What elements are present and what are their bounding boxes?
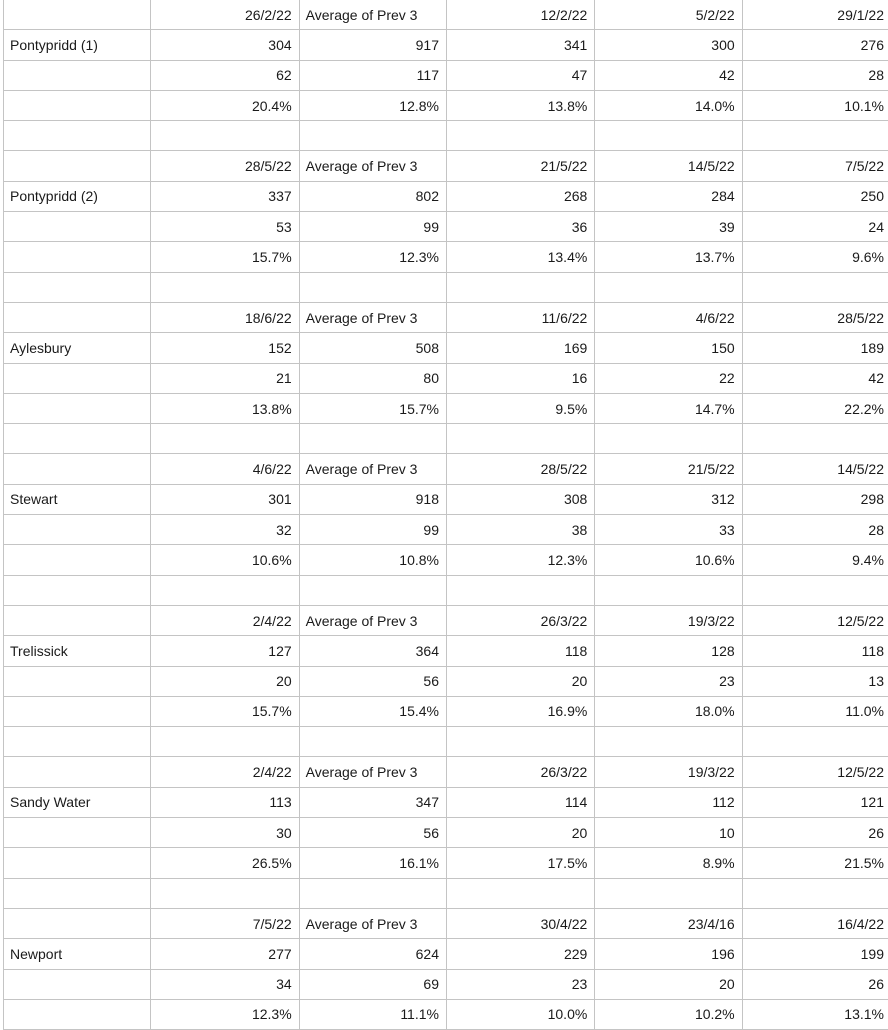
value-cell[interactable]: 39	[595, 212, 742, 242]
empty-cell[interactable]	[151, 727, 299, 757]
empty-cell[interactable]	[151, 121, 299, 151]
value-cell[interactable]: 112	[595, 787, 742, 817]
site-name-cell[interactable]: Pontypridd (2)	[4, 181, 151, 211]
value-cell[interactable]: 199	[742, 939, 888, 969]
empty-cell[interactable]	[4, 969, 151, 999]
empty-cell[interactable]	[4, 424, 151, 454]
current-date-cell[interactable]: 2/4/22	[151, 605, 299, 635]
previous-date-cell[interactable]: 12/5/22	[742, 605, 888, 635]
empty-cell[interactable]	[446, 121, 594, 151]
current-date-cell[interactable]: 18/6/22	[151, 302, 299, 332]
value-cell[interactable]: 802	[299, 181, 446, 211]
empty-cell[interactable]	[742, 121, 888, 151]
empty-cell[interactable]	[151, 575, 299, 605]
empty-cell[interactable]	[742, 272, 888, 302]
value-cell[interactable]: 918	[299, 484, 446, 514]
value-cell[interactable]: 20	[446, 666, 594, 696]
value-cell[interactable]: 18.0%	[595, 696, 742, 726]
empty-cell[interactable]	[595, 121, 742, 151]
site-data-row	[4, 393, 888, 423]
spacer-row	[4, 272, 888, 302]
empty-cell[interactable]	[4, 121, 151, 151]
empty-cell[interactable]	[446, 424, 594, 454]
site-header-row	[4, 908, 888, 938]
empty-cell[interactable]	[299, 272, 446, 302]
site-name-cell[interactable]: Sandy Water	[4, 787, 151, 817]
previous-date-cell[interactable]: 23/4/16	[595, 908, 742, 938]
site-data-row	[4, 212, 888, 242]
value-cell[interactable]: 38	[446, 515, 594, 545]
empty-cell[interactable]	[299, 727, 446, 757]
value-cell[interactable]: 117	[299, 60, 446, 90]
empty-cell[interactable]	[4, 454, 151, 484]
value-cell[interactable]: 9.5%	[446, 393, 594, 423]
value-cell[interactable]: 10.2%	[595, 999, 742, 1029]
value-cell[interactable]: 15.4%	[299, 696, 446, 726]
site-data-row	[4, 181, 888, 211]
site-data-row	[4, 545, 888, 575]
value-cell[interactable]: 508	[299, 333, 446, 363]
value-cell[interactable]: 26.5%	[151, 848, 299, 878]
previous-date-cell[interactable]: 26/3/22	[446, 757, 594, 787]
value-cell[interactable]: 10.1%	[742, 90, 888, 120]
previous-date-cell[interactable]: 28/5/22	[742, 302, 888, 332]
empty-cell[interactable]	[595, 575, 742, 605]
average-label-cell[interactable]: Average of Prev 3	[299, 302, 446, 332]
value-cell[interactable]: 28	[742, 515, 888, 545]
current-date-cell[interactable]: 26/2/22	[151, 0, 299, 30]
value-cell[interactable]: 20	[151, 666, 299, 696]
value-cell[interactable]: 69	[299, 969, 446, 999]
value-cell[interactable]: 301	[151, 484, 299, 514]
spacer-row	[4, 575, 888, 605]
current-date-cell[interactable]: 4/6/22	[151, 454, 299, 484]
site-data-row	[4, 363, 888, 393]
value-cell[interactable]: 284	[595, 181, 742, 211]
value-cell[interactable]: 11.0%	[742, 696, 888, 726]
value-cell[interactable]: 268	[446, 181, 594, 211]
value-cell[interactable]: 189	[742, 333, 888, 363]
average-label-cell[interactable]: Average of Prev 3	[299, 454, 446, 484]
site-data-row	[4, 484, 888, 514]
value-cell[interactable]: 13	[742, 666, 888, 696]
value-cell[interactable]: 22.2%	[742, 393, 888, 423]
value-cell[interactable]: 15.7%	[299, 393, 446, 423]
value-cell[interactable]: 250	[742, 181, 888, 211]
site-header-row	[4, 454, 888, 484]
empty-cell[interactable]	[4, 212, 151, 242]
average-label-cell[interactable]: Average of Prev 3	[299, 908, 446, 938]
previous-date-cell[interactable]: 16/4/22	[742, 908, 888, 938]
value-cell[interactable]: 28	[742, 60, 888, 90]
empty-cell[interactable]	[4, 666, 151, 696]
value-cell[interactable]: 308	[446, 484, 594, 514]
value-cell[interactable]: 9.4%	[742, 545, 888, 575]
average-label-cell[interactable]: Average of Prev 3	[299, 0, 446, 30]
empty-cell[interactable]	[151, 424, 299, 454]
value-cell[interactable]: 36	[446, 212, 594, 242]
value-cell[interactable]: 20	[446, 818, 594, 848]
value-cell[interactable]: 23	[595, 666, 742, 696]
empty-cell[interactable]	[742, 727, 888, 757]
empty-cell[interactable]	[4, 151, 151, 181]
value-cell[interactable]: 12.3%	[446, 545, 594, 575]
value-cell[interactable]: 14.7%	[595, 393, 742, 423]
previous-date-cell[interactable]: 7/5/22	[742, 151, 888, 181]
previous-date-cell[interactable]: 12/2/22	[446, 0, 594, 30]
previous-date-cell[interactable]: 29/1/22	[742, 0, 888, 30]
previous-date-cell[interactable]: 4/6/22	[595, 302, 742, 332]
value-cell[interactable]: 364	[299, 636, 446, 666]
value-cell[interactable]: 23	[446, 969, 594, 999]
previous-date-cell[interactable]: 19/3/22	[595, 757, 742, 787]
empty-cell[interactable]	[4, 515, 151, 545]
value-cell[interactable]: 118	[742, 636, 888, 666]
site-data-row	[4, 787, 888, 817]
grid-body	[4, 0, 888, 1030]
site-data-row	[4, 90, 888, 120]
value-cell[interactable]: 42	[595, 60, 742, 90]
spacer-row	[4, 121, 888, 151]
value-cell[interactable]: 9.6%	[742, 242, 888, 272]
value-cell[interactable]: 150	[595, 333, 742, 363]
previous-date-cell[interactable]: 28/5/22	[446, 454, 594, 484]
previous-date-cell[interactable]: 21/5/22	[446, 151, 594, 181]
value-cell[interactable]: 11.1%	[299, 999, 446, 1029]
value-cell[interactable]: 10	[595, 818, 742, 848]
value-cell[interactable]: 30	[151, 818, 299, 848]
site-data-row	[4, 666, 888, 696]
value-cell[interactable]: 16	[446, 363, 594, 393]
site-header-row	[4, 302, 888, 332]
previous-date-cell[interactable]: 19/3/22	[595, 605, 742, 635]
previous-date-cell[interactable]: 11/6/22	[446, 302, 594, 332]
empty-cell[interactable]	[595, 727, 742, 757]
value-cell[interactable]: 13.1%	[742, 999, 888, 1029]
previous-date-cell[interactable]: 30/4/22	[446, 908, 594, 938]
site-name-cell[interactable]: Trelissick	[4, 636, 151, 666]
value-cell[interactable]: 276	[742, 30, 888, 60]
empty-cell[interactable]	[4, 908, 151, 938]
value-cell[interactable]: 300	[595, 30, 742, 60]
empty-cell[interactable]	[446, 878, 594, 908]
empty-cell[interactable]	[4, 696, 151, 726]
previous-date-cell[interactable]: 21/5/22	[595, 454, 742, 484]
value-cell[interactable]: 26	[742, 969, 888, 999]
previous-date-cell[interactable]: 5/2/22	[595, 0, 742, 30]
empty-cell[interactable]	[595, 424, 742, 454]
empty-cell[interactable]	[4, 878, 151, 908]
site-data-row	[4, 30, 888, 60]
site-data-row	[4, 242, 888, 272]
empty-cell[interactable]	[4, 302, 151, 332]
value-cell[interactable]: 20	[595, 969, 742, 999]
value-cell[interactable]: 17.5%	[446, 848, 594, 878]
value-cell[interactable]: 99	[299, 212, 446, 242]
spacer-row	[4, 727, 888, 757]
current-date-cell[interactable]: 7/5/22	[151, 908, 299, 938]
empty-cell[interactable]	[299, 121, 446, 151]
empty-cell[interactable]	[4, 90, 151, 120]
value-cell[interactable]: 113	[151, 787, 299, 817]
empty-cell[interactable]	[742, 575, 888, 605]
value-cell[interactable]: 21.5%	[742, 848, 888, 878]
value-cell[interactable]: 196	[595, 939, 742, 969]
empty-cell[interactable]	[446, 272, 594, 302]
empty-cell[interactable]	[4, 363, 151, 393]
value-cell[interactable]: 10.0%	[446, 999, 594, 1029]
value-cell[interactable]: 121	[742, 787, 888, 817]
value-cell[interactable]: 53	[151, 212, 299, 242]
empty-cell[interactable]	[151, 272, 299, 302]
value-cell[interactable]: 62	[151, 60, 299, 90]
value-cell[interactable]: 56	[299, 666, 446, 696]
empty-cell[interactable]	[4, 0, 151, 30]
value-cell[interactable]: 16.1%	[299, 848, 446, 878]
value-cell[interactable]: 10.8%	[299, 545, 446, 575]
site-data-row	[4, 818, 888, 848]
value-cell[interactable]: 12.3%	[299, 242, 446, 272]
value-cell[interactable]: 347	[299, 787, 446, 817]
value-cell[interactable]: 32	[151, 515, 299, 545]
spacer-row	[4, 424, 888, 454]
site-header-row	[4, 0, 888, 30]
site-data-row	[4, 515, 888, 545]
empty-cell[interactable]	[4, 999, 151, 1029]
empty-cell[interactable]	[4, 393, 151, 423]
empty-cell[interactable]	[595, 878, 742, 908]
site-data-row	[4, 848, 888, 878]
value-cell[interactable]: 15.7%	[151, 696, 299, 726]
value-cell[interactable]: 24	[742, 212, 888, 242]
empty-cell[interactable]	[4, 727, 151, 757]
site-data-row	[4, 636, 888, 666]
empty-cell[interactable]	[299, 575, 446, 605]
empty-cell[interactable]	[299, 424, 446, 454]
value-cell[interactable]: 13.8%	[446, 90, 594, 120]
value-cell[interactable]: 12.8%	[299, 90, 446, 120]
previous-date-cell[interactable]: 14/5/22	[742, 454, 888, 484]
value-cell[interactable]: 22	[595, 363, 742, 393]
site-name-cell[interactable]: Aylesbury	[4, 333, 151, 363]
value-cell[interactable]: 298	[742, 484, 888, 514]
previous-date-cell[interactable]: 12/5/22	[742, 757, 888, 787]
empty-cell[interactable]	[4, 60, 151, 90]
value-cell[interactable]: 20.4%	[151, 90, 299, 120]
spacer-row	[4, 878, 888, 908]
value-cell[interactable]: 229	[446, 939, 594, 969]
average-label-cell[interactable]: Average of Prev 3	[299, 605, 446, 635]
value-cell[interactable]: 16.9%	[446, 696, 594, 726]
site-header-row	[4, 605, 888, 635]
site-name-cell[interactable]: Pontypridd (1)	[4, 30, 151, 60]
value-cell[interactable]: 15.7%	[151, 242, 299, 272]
value-cell[interactable]: 624	[299, 939, 446, 969]
value-cell[interactable]: 14.0%	[595, 90, 742, 120]
value-cell[interactable]: 47	[446, 60, 594, 90]
value-cell[interactable]: 42	[742, 363, 888, 393]
value-cell[interactable]: 169	[446, 333, 594, 363]
site-data-row	[4, 333, 888, 363]
empty-cell[interactable]	[4, 848, 151, 878]
site-header-row	[4, 151, 888, 181]
value-cell[interactable]: 33	[595, 515, 742, 545]
value-cell[interactable]: 21	[151, 363, 299, 393]
value-cell[interactable]: 13.4%	[446, 242, 594, 272]
value-cell[interactable]: 312	[595, 484, 742, 514]
value-cell[interactable]: 341	[446, 30, 594, 60]
value-cell[interactable]: 12.3%	[151, 999, 299, 1029]
site-data-row	[4, 999, 888, 1029]
empty-cell[interactable]	[151, 878, 299, 908]
previous-date-cell[interactable]: 14/5/22	[595, 151, 742, 181]
value-cell[interactable]: 10.6%	[595, 545, 742, 575]
value-cell[interactable]: 10.6%	[151, 545, 299, 575]
empty-cell[interactable]	[4, 605, 151, 635]
empty-cell[interactable]	[4, 818, 151, 848]
empty-cell[interactable]	[446, 575, 594, 605]
value-cell[interactable]: 13.7%	[595, 242, 742, 272]
spreadsheet-grid	[3, 0, 888, 1030]
value-cell[interactable]: 99	[299, 515, 446, 545]
current-date-cell[interactable]: 28/5/22	[151, 151, 299, 181]
site-data-row	[4, 696, 888, 726]
empty-cell[interactable]	[4, 575, 151, 605]
empty-cell[interactable]	[4, 272, 151, 302]
previous-date-cell[interactable]: 26/3/22	[446, 605, 594, 635]
value-cell[interactable]: 26	[742, 818, 888, 848]
empty-cell[interactable]	[4, 242, 151, 272]
empty-cell[interactable]	[446, 727, 594, 757]
site-data-row	[4, 60, 888, 90]
value-cell[interactable]: 128	[595, 636, 742, 666]
value-cell[interactable]: 917	[299, 30, 446, 60]
empty-cell[interactable]	[742, 878, 888, 908]
empty-cell[interactable]	[742, 424, 888, 454]
value-cell[interactable]: 152	[151, 333, 299, 363]
site-name-cell[interactable]: Stewart	[4, 484, 151, 514]
value-cell[interactable]: 13.8%	[151, 393, 299, 423]
empty-cell[interactable]	[595, 272, 742, 302]
average-label-cell[interactable]: Average of Prev 3	[299, 757, 446, 787]
value-cell[interactable]: 34	[151, 969, 299, 999]
value-cell[interactable]: 337	[151, 181, 299, 211]
value-cell[interactable]: 8.9%	[595, 848, 742, 878]
empty-cell[interactable]	[4, 545, 151, 575]
site-name-cell[interactable]: Newport	[4, 939, 151, 969]
empty-cell[interactable]	[299, 878, 446, 908]
value-cell[interactable]: 80	[299, 363, 446, 393]
average-label-cell[interactable]: Average of Prev 3	[299, 151, 446, 181]
value-cell[interactable]: 304	[151, 30, 299, 60]
current-date-cell[interactable]: 2/4/22	[151, 757, 299, 787]
empty-cell[interactable]	[4, 757, 151, 787]
site-data-row	[4, 969, 888, 999]
value-cell[interactable]: 114	[446, 787, 594, 817]
value-cell[interactable]: 118	[446, 636, 594, 666]
value-cell[interactable]: 56	[299, 818, 446, 848]
site-header-row	[4, 757, 888, 787]
value-cell[interactable]: 277	[151, 939, 299, 969]
site-data-row	[4, 939, 888, 969]
value-cell[interactable]: 127	[151, 636, 299, 666]
